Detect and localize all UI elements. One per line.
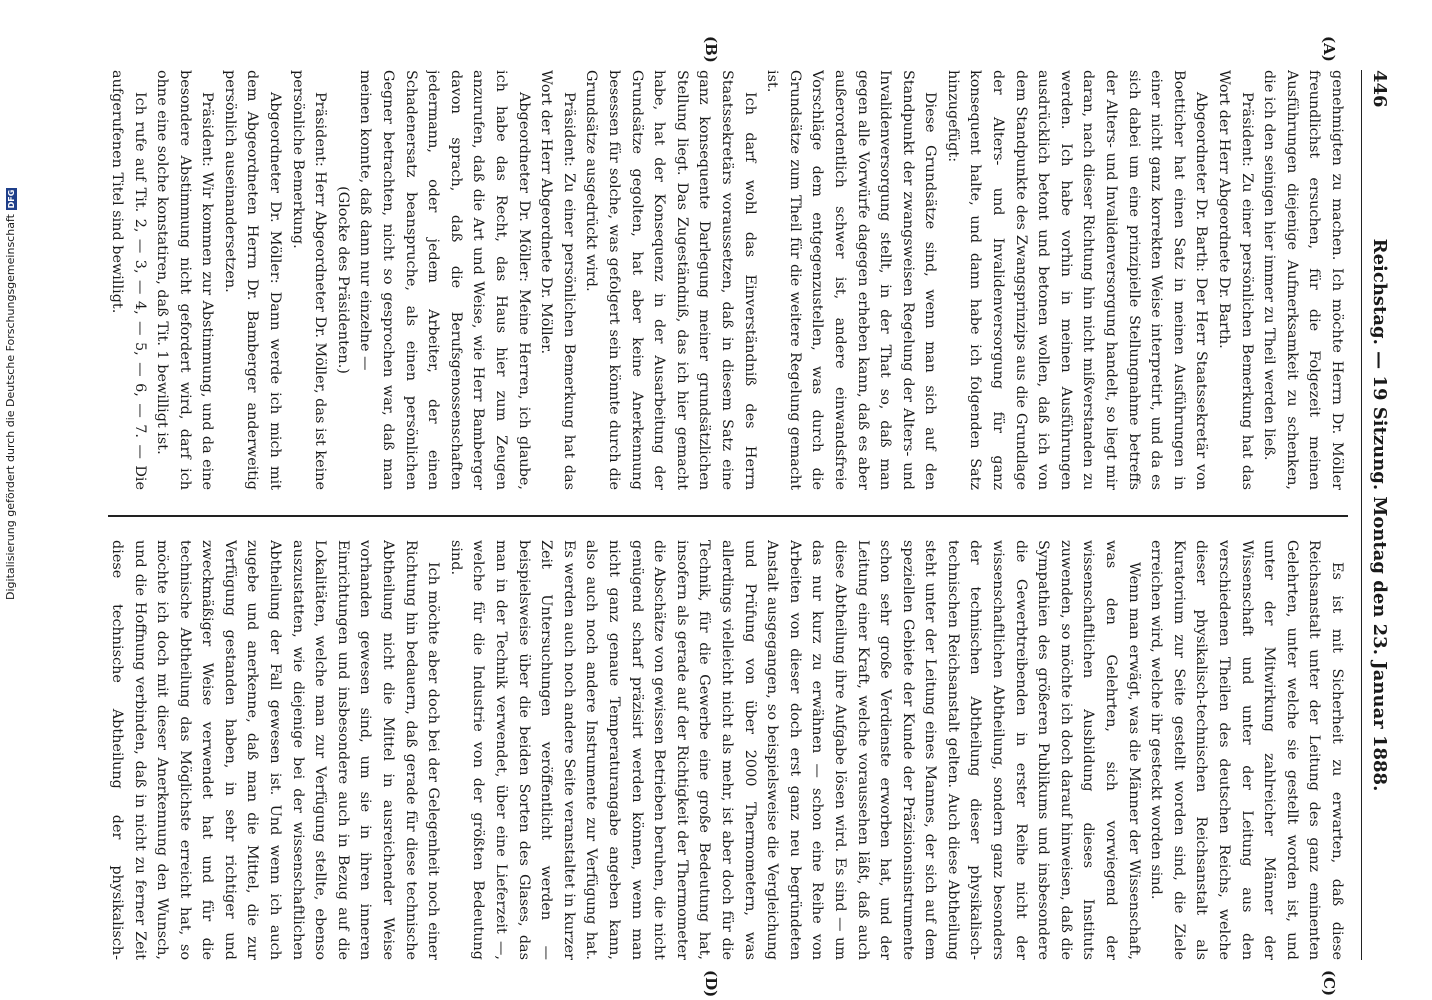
paragraph: Abgeordneter Dr. Möller: Meine Herren, ich glaube, ich habe das Recht, das Haus hier zum Zeugen anzurufen, daß die Art und Weise, wie Herr Bamberger davon sprach, daß die Berufsgenossenschaften jedermann, oder jedem Arbeiter, der einen Schadenersatz beanspruche, als einen persönlichen Gegner betrachten, nicht so gesprochen war, daß man meinen konnte, daß dann nur einzelne — bbox=[357, 70, 532, 490]
paragraph: Ich darf wohl das Einverständniß des Herrn Staatssekretärs voraussetzen, daß in diesem Satz eine ganz konsequente Darlegung meiner grundsätzlichen Stellung liegt. Das Zugeständniß, das ich hier gemacht habe, hat der Konsequenz in der Ausarbeitung der Grundsätze gegolten, hat aber keine Anerkennung besessen für solche, was gefolgert sein könnte durch die Grundsätze ausgedrückt wird. bbox=[583, 70, 758, 490]
running-title: Reichstag. — 19 Sitzung. Montag den 23. Januar 1888. bbox=[1369, 238, 1390, 792]
margin-marker-d: (D) bbox=[702, 970, 720, 998]
paragraph: Es ist mit Sicherheit zu erwarten, daß diese Reichsanstalt unter der Leitung des ganz eminenten Gelehrten, unter welche sie gestellt worden ist, und unter der Mitwirkung zahlreicher Männer der Wissenschaft und unter der Leitung aus den verschiedenen Theilen des deutschen Reichs, welche dieser physikalisch-technischen Reichsanstalt als Kuratorium zur Seite gestellt worden sind, die Ziele erreichen wird, welche ihr gesteckt worden sind. bbox=[1148, 540, 1345, 960]
margin-marker-c: (C) bbox=[1320, 970, 1338, 997]
footer-text: Digitalisierung gefördert durch die Deutsche Forschungsgemeinschaft bbox=[4, 214, 17, 600]
paragraph: Wenn man erwägt, was die Männer der Wissenschaft, was den Gelehrten, sich vorwiegend der wissenschaftlichen Ausbildung dieses Instituts zuwenden, so möchte ich doch darauf hinweisen, daß die Sympathien des größeren Publikums und insbesondere die Gewerbtreibenden in erster Reihe nicht der wissenschaftlichen Abtheilung, sondern ganz besonders der technischen Abtheilung dieser physikalisch-technischen Reichsanstalt gelten. Auch diese Abtheilung steht unter der Leitung eines Mannes, der sich auf dem speziellen Gebiete der Kunde der Präzisionsinstrumente schon sehr große Verdienste erworben hat, und der Leitung einer Kraft, welche voraussehen läßt, daß auch diese Abtheilung ihre Aufgabe lösen wird. Es sind — um das nur kurz zu erwähnen — schon eine Reihe von Arbeiten von dieser doch erst ganz neu begründeten Anstalt ausgegangen, so beispielsweise die Vergleichung und Prüfung von über 2000 Thermometern, was allerdings vielleicht nicht als mehr, ist aber doch für die Technik, für die Gewerbe eine große Bedeutung hat, insofern als gerade auf der Richtigkeit der Thermometer die Abschätze von gewissen Betrieben beruhen, die nicht genügend scharf präzisirt werden können, wenn man nicht ganz genaue Temperaturangabe angeben kann, also auch noch andere Instrumente zur Verfügung hat. Es werden auch noch andere Seite veranstaltet in kurzer Zeit Untersuchungen veröffentlicht werden — beispielsweise über die beiden Sorten des Glases, das man in der Technik verwendet, über eine Lieferzeit —, welche für die Industrie von der größten Bedeutung sind. bbox=[447, 540, 1142, 960]
quotation: Diese Grundsätze sind, wenn man sich auf den Standpunkt der zwangsweisen Regelung der Alters- und Invalidenversorgung stellt, in der That so, daß man gegen alle Vorwürfe dagegen erheben kann, daß es aber außerordentlich schwer ist, andere einwandsfreie Vorschläge dem entgegenzustellen, was durch die Grundsätze zum Theil für die weitere Regelung gemacht ist. bbox=[764, 70, 939, 490]
digitization-footer bbox=[4, 189, 17, 600]
paragraph: Abgeordneter Dr. Möller: Dann werde ich mich mit dem Abgeordneten Herrn Dr. Bamberger anderweitig persönlich auseinandersetzen. bbox=[221, 70, 284, 490]
paragraph: Ich rufe auf Tit. 2, — 3, — 4, — 5, — 6, — 7. — Die aufgerufenen Titel sind bewilligt. bbox=[108, 70, 148, 490]
left-column bbox=[108, 70, 1348, 490]
margin-marker-a: (A) bbox=[1320, 36, 1338, 62]
paragraph: Ich möchte aber doch bei der Gelegenheit noch einer Richtung hin bedauern, daß gerade für diese technische Abtheilung nicht die Mittel in ausreichender Weise vorhanden gewesen sind, um sie in ihren inneren Einrichtungen und insbesondere auch in Bezug auf die Lokalitäten, welche man zur Verfügung stellte, ebenso auszustatten, wie diejenige bei der wissenschaftlichen Abtheilung der Fall gewesen ist. Und wenn ich auch zugebe und anerkenne, daß man die Mittel, die zur Verfügung gestanden haben, in sehr richtiger und zweckmäßiger Weise verwendet hat und für die technische Abtheilung das Möglichste erreicht hat, so möchte ich doch mit dieser Anerkennung den Wunsch, und die Hoffnung verbinden, daß in nicht zu ferner Zeit diese technische Abtheilung der physikalisch- bbox=[108, 540, 442, 960]
dfg-logo: DFG bbox=[6, 189, 16, 209]
document-page bbox=[10, 30, 1420, 998]
page-header bbox=[1361, 70, 1390, 960]
paragraph: Präsident: Zu einer persönlichen Bemerkung hat das Wort der Herr Abgeordnete Dr. Möller. bbox=[538, 70, 577, 490]
paragraph: Abgeordneter Dr. Barth: Der Herr Staatssekretär von Boetticher hat einen Satz in meinen Ausführungen in einer nicht ganz korrekten Weise interpretirt, und da es sich dabei um eine prinzipielle Stellungnahme betreffs der Alters- und Invalidenversorgung handelt, so liegt mir daran, nach dieser Richtung hin nicht mißverstanden zu werden. Ich habe vorhin in meinen Ausführungen ausdrücklich betont und betonen wollen, daß ich von dem Standpunkte des Zwangsprinzips aus die Grundlage der Alters- und Invalidenversorgung für ganz konsequent halte, und dann habe ich folgenden Satz hinzugefügt: bbox=[944, 70, 1210, 490]
paragraph: Präsident: Zu einer persönlichen Bemerkung hat das Wort der Herr Abgeordnete Dr. Barth. bbox=[1216, 70, 1255, 490]
paragraph: genehmigten zu machen. Ich möchte Herrn Dr. Möller freundlichst ersuchen, für die Folgezeit meinen Ausführungen diejenige Aufmerksamkeit zu schenken, die ich den seinigen hier immer zu Theil werden ließ. bbox=[1261, 70, 1345, 490]
stage-direction: (Glocke des Präsidenten.) bbox=[334, 186, 351, 374]
page-number: 446 bbox=[1369, 70, 1390, 108]
column-divider bbox=[108, 515, 1348, 517]
paragraph: Präsident: Wir kommen zur Abstimmung, und da eine besondere Abstimmung nicht gefordert wird, darf ich ohne eine solche konstatiren, daß Tit. 1 bewilligt ist. bbox=[154, 70, 216, 490]
paragraph: Präsident: Herr Abgeordneter Dr. Möller, das ist keine persönliche Bemerkung. bbox=[289, 70, 329, 490]
margin-marker-b: (B) bbox=[702, 36, 720, 63]
right-column bbox=[108, 540, 1348, 960]
